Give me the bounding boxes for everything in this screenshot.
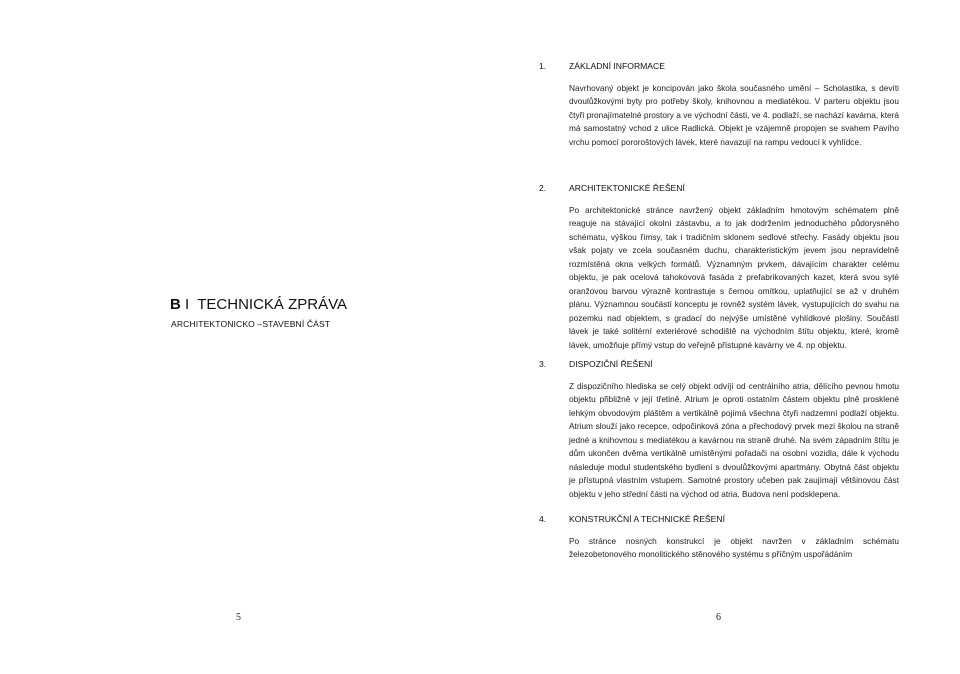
cover-title-text: I TECHNICKÁ ZPRÁVA bbox=[180, 296, 347, 313]
section-3 bbox=[539, 359, 909, 501]
section-heading bbox=[539, 61, 909, 73]
section-paragraph: Po architektonické stránce navržený objekt základním hmotovým schématem plně reaguje na stávající okolní zástavbu, a to jak dodržením jednoduchého půdorysného schématu, výškou římsy, tak i tradičním sklonem sedlové střechy. Fasády objektu jsou však pojaty ve zcela současném duchu, charakteristickým jevem jsou nepravidelně rozmístěná okna velkých formátů. Významným prvkem, dávajícím charakter celému objektu, je pak ocelová tahokovová fasáda z prefabrikovaných kazet, která svou syté oranžovou barvou výrazně kontrastuje s černou omítkou, uplatňující se až v druhém plánu. Významnou součástí konceptu je rovněž systém lávek, vystupujících do svahu na pozemku nad objektem, s gradací do nejvýše umístěné vyhlídkové plošiny. Součástí lávek je také solitérní exteriérové schodiště na východním štítu objektu, které, kromě lávek, umožňuje přímý vstup do veřejně přístupné kavárny ve 4. np objektu. bbox=[569, 205, 899, 350]
cover-subtitle: ARCHITEKTONICKO –STAVEBNÍ ČÁST bbox=[171, 319, 331, 329]
page-number-left: 5 bbox=[236, 612, 241, 623]
cover-title bbox=[170, 296, 347, 313]
page-number-right: 6 bbox=[716, 612, 721, 623]
section-number: 4. bbox=[539, 514, 547, 524]
section-number: 2. bbox=[539, 183, 547, 193]
cover-title-letter: B bbox=[170, 296, 181, 313]
section-heading bbox=[539, 359, 909, 371]
section-1 bbox=[539, 61, 909, 149]
section-paragraph: Navrhovaný objekt je koncipován jako škola současného umění – Scholastika, s devíti dvoulůžkovými byty pro potřeby školy, knihovnou a mediatékou. V parteru objektu jsou čtyři pronajímatelné prostory a ve východní části, ve 4. podlaží, se nachází kavárna, která má samostatný vchod z ulice Radlická. Objekt je vzájemně propojen se svahem Pavího vrchu pomocí pororoštových lávek, které navazují na rampu vedoucí k vyhlídce. bbox=[569, 83, 899, 147]
section-title: DISPOZIČNÍ ŘEŠENÍ bbox=[569, 359, 653, 369]
section-number: 1. bbox=[539, 61, 547, 71]
section-number: 3. bbox=[539, 359, 547, 369]
right-page bbox=[480, 0, 960, 674]
section-title: ARCHITEKTONICKÉ ŘEŠENÍ bbox=[569, 183, 685, 193]
section-2 bbox=[539, 183, 909, 352]
section-heading bbox=[539, 183, 909, 195]
section-heading bbox=[539, 514, 909, 526]
section-title: KONSTRUKČNÍ A TECHNICKÉ ŘEŠENÍ bbox=[569, 514, 725, 524]
section-paragraph: Z dispozičního hlediska se celý objekt odvíjí od centrálního atria, dělícího pevnou hmotu objektu přibližně v její třetině. Atrium je oproti ostatním částem objektu plně prosklené lehkým obvodovým pláštěm a vertikálně pojímá všechna čtyři nadzemní podlaží objektu. Atrium slouží jako recepce, odpočinková zóna a přechodový prvek mezi školou na straně jedné a knihovnou s mediatékou a kavárnou na straně druhé. Na svém západním štítu je dům ukončen dvěma vertikálně umístěnými pořadači na osobní vozidla, dále k východu následuje modul studentského bydlení s dvoulůžkovými apartmány. Obytná část objektu je přístupná vlastním vstupem. Samotné prostory učeben pak zaujímají většinovou část objektu v jeho střední části na východ od atria. Budova není podsklepena. bbox=[569, 381, 899, 499]
section-title: ZÁKLADNÍ INFORMACE bbox=[569, 61, 665, 71]
section-4 bbox=[539, 514, 909, 562]
section-paragraph: Po stránce nosných konstrukcí je objekt navržen v základním schématu železobetonového monolitického stěnového systému s příčným uspořádáním bbox=[569, 536, 899, 560]
